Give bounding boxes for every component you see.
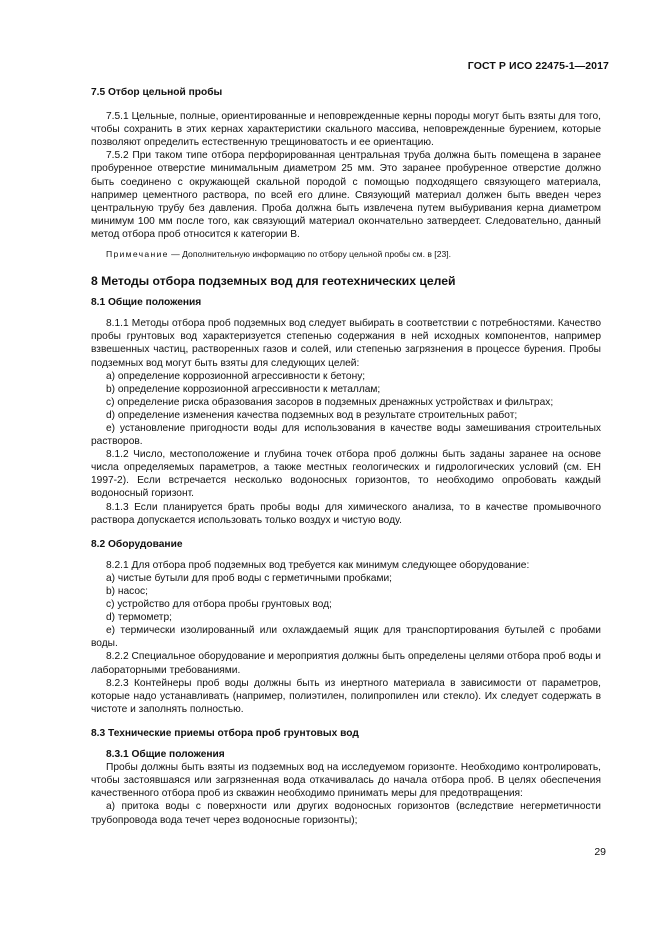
heading-7-5: 7.5 Отбор цельной пробы — [91, 87, 223, 98]
list-item-8-1-e: e) установление пригодности воды для использования в качестве воды замешивания строительных растворов. — [91, 422, 601, 448]
heading-8-1: 8.1 Общие положения — [91, 297, 202, 309]
paragraph-7-5-1: 7.5.1 Цельные, полные, ориентированные и неповрежденные керны породы могут быть взяты для того, чтобы сохранить в этих кернах характеристики скального массива, неповрежденные бурением, которые позволяют определить естественную трещиноватость и ее ориентацию. — [91, 111, 601, 149]
list-item-8-2-a: a) чистые бутыли для проб воды с герметичными пробками; — [106, 572, 392, 584]
note-label: Примечание — [106, 249, 169, 260]
paragraph-8-2-2: 8.2.2 Специальное оборудование и мероприятия должны быть определены целями отбора проб воды и лабораторными требованиями. — [91, 651, 601, 676]
page-content — [91, 86, 601, 827]
heading-8-3: 8.3 Технические приемы отбора проб грунтовых вод — [91, 727, 359, 739]
list-item-8-2-c: c) устройство для отбора пробы грунтовых вод; — [106, 599, 332, 611]
paragraph-8-3-1: Пробы должны быть взяты из подземных вод на исследуемом горизонте. Необходимо контролировать, чтобы застоявшаяся или загрязненная вода откачивалась до начала отбора проб. В целях обеспечения качественного отбора проб из скважин необходимо принимать меры для предотвращения: — [91, 762, 601, 800]
heading-8: 8 Методы отбора подземных вод для геотехнических целей — [91, 274, 456, 289]
list-item-8-1-a: a) определение коррозионной агрессивности к бетону; — [106, 370, 366, 382]
list-item-8-2-d: d) термометр; — [106, 612, 172, 624]
list-item-8-1-d: d) определение изменения качества подземных вод в результате строительных работ; — [106, 409, 518, 421]
paragraph-8-2-1: 8.2.1 Для отбора проб подземных вод требуется как минимум следующее оборудование: — [106, 559, 530, 571]
paragraph-8-2-3: 8.2.3 Контейнеры проб воды должны быть из инертного материала в зависимости от параметров, которые надо устанавливать (например, полиэтилен, полипропилен или стекло). Их следует содержать в чистоте и заполнять полностью. — [91, 677, 601, 715]
note-7-5 — [91, 249, 601, 260]
list-item-8-1-b: b) определение коррозионной агрессивности к металлам; — [106, 383, 381, 395]
page-number: 29 — [594, 846, 606, 858]
list-item-8-2-b: b) насос; — [106, 586, 148, 597]
list-item-8-3-a: a) притока воды с поверхности или других водоносных горизонтов (вследствие негерметичности трубопровода вода течет через водоносные горизонты); — [91, 801, 601, 826]
document-code-header: ГОСТ Р ИСО 22475-1—2017 — [467, 60, 609, 72]
note-text: — Дополнительную информацию по отбору цельной пробы см. в [23]. — [168, 249, 452, 260]
paragraph-8-1-3: 8.1.3 Если планируется брать пробы воды для химического анализа, то в качестве промывочного раствора допускается использовать только воздух и чистую воду. — [91, 501, 601, 526]
list-item-8-1-c: c) определение риска образования засоров в подземных дренажных устройствах и фильтрах; — [106, 396, 554, 408]
paragraph-8-1-1: 8.1.1 Методы отбора проб подземных вод следует выбирать в соответствии с потребностями. Качество пробы грунтовых вод характеризуется степенью содержания в ней исходных компонентов, например взвешенных частиц, растворенных газов и солей, или степенью загрязнения в процессе бурения. Пробы подземных вод могут быть взяты для следующих целей: — [91, 318, 601, 369]
paragraph-7-5-2: 7.5.2 При таком типе отбора перфорированная центральная труба должна быть помещена в заранее пробуренное отверстие минимальным диаметром 25 мм. Это заранее пробуренное отверстие должно быть соединено с окружающей скальной породой с помощью подходящего связующего материала, например цементного раствора, по всей его длине. Связующий материал должен быть введен через центральную трубу без давления. Проба должна быть извлечена путем выбуривания керна диаметром минимум 100 мм после того, как связующий материал окончательно затвердеет. Следовательно, данный метод отбора проб относится к категории B. — [91, 150, 601, 240]
paragraph-8-1-2: 8.1.2 Число, местоположение и глубина точек отбора проб должны быть заданы заранее на основе числа определяемых параметров, а также местных геологических и гидрологических условий (см. ЕН 1997-2). Если встречается несколько водоносных горизонтов, то необходимо опробовать каждый водоносный горизонт. — [91, 449, 601, 500]
heading-8-3-1: 8.3.1 Общие положения — [106, 749, 225, 761]
list-item-8-2-e: e) термически изолированный или охлаждаемый ящик для транспортирования бутылей с пробами воды. — [91, 625, 601, 650]
heading-8-2: 8.2 Оборудование — [91, 538, 183, 550]
